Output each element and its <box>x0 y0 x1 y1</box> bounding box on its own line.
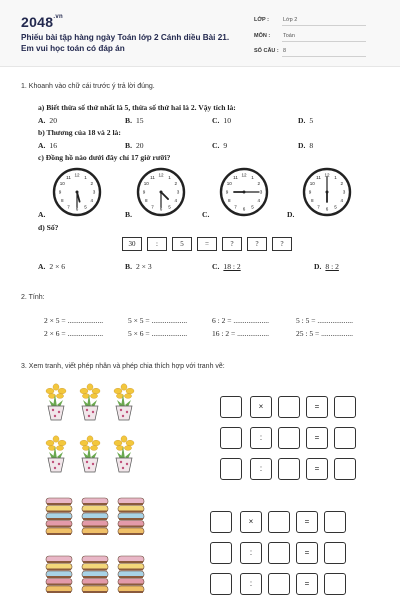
document-title: Phiếu bài tập hàng ngày Toán lớp 2 Cánh diều Bài 21. Em vui học toán có đáp án <box>21 33 230 53</box>
q1b-option-a[interactable]: A. 16 <box>38 141 57 150</box>
flower-pots-image <box>40 382 140 482</box>
operator-box: = <box>306 396 328 418</box>
clock-label-d[interactable]: D. <box>287 210 295 219</box>
calc-item[interactable]: 16 : 2 = ................. <box>212 329 269 338</box>
clock-numeral: 10 <box>143 181 149 187</box>
clock-numeral: 8 <box>310 198 314 204</box>
answer-box[interactable] <box>210 573 232 595</box>
clock-numeral: 11 <box>150 174 155 180</box>
clock-numeral: 8 <box>227 198 231 204</box>
clock-option-d[interactable] <box>299 166 355 218</box>
calc-item[interactable]: 25 : 5 = ................. <box>296 329 353 338</box>
meta-underline <box>282 56 366 57</box>
site-logo[interactable]: $2048^{.vn}$ <box>21 14 63 30</box>
flower-pot <box>114 384 134 420</box>
q1c-text: c) Đồng hồ nào dưới đây chỉ 17 giờ rưỡi? <box>38 153 171 162</box>
q1d-option-b[interactable]: B. 2 × 3 <box>125 262 152 271</box>
clock-numeral: 9 <box>58 189 62 195</box>
clock-center <box>243 191 246 194</box>
clock-numeral: 9 <box>308 189 312 195</box>
q1b-option-d[interactable]: D. 8 <box>298 141 314 150</box>
clock-numeral: 4 <box>174 198 178 204</box>
sequence-box: 30 <box>122 237 142 251</box>
clock-numeral: 6 <box>242 206 246 212</box>
clock-label-a[interactable]: A. <box>38 210 46 219</box>
q1d-option-d[interactable]: D. 8 : 2 <box>314 262 339 271</box>
answer-box[interactable] <box>220 427 242 449</box>
clock-numeral: 4 <box>257 198 261 204</box>
meta-underline <box>282 25 366 26</box>
clock-numeral: 4 <box>340 198 344 204</box>
calc-item[interactable]: 5 × 6 = ................... <box>128 329 188 338</box>
q1d-text: d) Số? <box>38 223 59 232</box>
cake-stack <box>46 498 72 535</box>
clock-numeral: 5 <box>168 204 171 210</box>
clock-numeral: 2 <box>174 181 178 187</box>
calc-item[interactable]: 6 : 2 = ................... <box>212 316 269 325</box>
clock-numeral: 3 <box>92 189 96 195</box>
answer-box[interactable] <box>334 427 356 449</box>
operator-box: : <box>250 458 272 480</box>
clock-numeral: 12 <box>324 172 330 178</box>
flower-pot <box>46 384 66 420</box>
flower-pot <box>80 436 100 472</box>
clock-numeral: 2 <box>340 181 344 187</box>
q2-heading: 2. Tính: <box>21 294 45 301</box>
meta-value-class: Lớp 2 <box>283 17 298 23</box>
answer-box[interactable] <box>268 573 290 595</box>
meta-value-subject: Toán <box>283 33 295 39</box>
clock-numeral: 3 <box>342 189 346 195</box>
clock-numeral: 10 <box>309 181 315 187</box>
answer-box[interactable] <box>210 511 232 533</box>
meta-label-subject: MÔN : <box>254 33 271 39</box>
clock-numeral: 5 <box>251 204 254 210</box>
clock-numeral: 1 <box>84 174 87 180</box>
clock-numeral: 6 <box>325 206 329 212</box>
clock-numeral: 7 <box>67 204 70 210</box>
cake-stack <box>118 498 144 535</box>
operator-box: : <box>250 427 272 449</box>
calc-item[interactable]: 5 × 5 = ................... <box>128 316 188 325</box>
clock-option-b[interactable] <box>133 166 189 218</box>
clock-numeral: 3 <box>176 189 180 195</box>
flower-pot <box>46 436 66 472</box>
clock-numeral: 12 <box>74 172 80 178</box>
sequence-answer-box[interactable]: ? <box>272 237 292 251</box>
operator-box: = <box>296 542 318 564</box>
meta-label-count: SỐ CÂU : <box>254 48 279 54</box>
answer-box[interactable] <box>324 511 346 533</box>
calc-item[interactable]: 2 × 5 = ................... <box>44 316 104 325</box>
q1a-option-b[interactable]: B. 15 <box>125 116 144 125</box>
clock-numeral: 7 <box>234 204 237 210</box>
clock-numeral: 10 <box>59 181 65 187</box>
answer-box[interactable] <box>334 396 356 418</box>
q1a-option-a[interactable]: A. 20 <box>38 116 57 125</box>
clock-numeral: 6 <box>75 206 79 212</box>
sequence-answer-box[interactable]: ? <box>222 237 242 251</box>
clock-numeral: 10 <box>226 181 232 187</box>
operator-box: : <box>240 573 262 595</box>
clock-center <box>76 191 79 194</box>
cake-stacks-image <box>40 494 150 600</box>
answer-box[interactable] <box>334 458 356 480</box>
q1a-text: a) Biết thừa số thứ nhất là 5, thừa số thứ hai là 2. Vậy tích là: <box>38 103 236 112</box>
q1-heading: 1. Khoanh vào chữ cái trước ý trả lời đúng. <box>21 83 155 90</box>
cake-stack <box>46 556 72 593</box>
calc-item[interactable]: 2 × 6 = ................... <box>44 329 104 338</box>
q1b-text: b) Thương của 18 và 2 là: <box>38 128 121 137</box>
clock-numeral: 7 <box>151 204 154 210</box>
clock-numeral: 11 <box>66 174 71 180</box>
clock-label-b[interactable]: B. <box>125 210 132 219</box>
clock-numeral: 9 <box>142 189 146 195</box>
q1a-option-d[interactable]: D. 5 <box>298 116 314 125</box>
calc-item[interactable]: 5 : 5 = ................... <box>296 316 353 325</box>
clock-numeral: 6 <box>159 206 163 212</box>
operator-box: = <box>306 458 328 480</box>
answer-box[interactable] <box>220 458 242 480</box>
sequence-answer-box[interactable]: ? <box>247 237 267 251</box>
answer-box[interactable] <box>324 573 346 595</box>
q3-heading: 3. Xem tranh, viết phép nhân và phép chia thích hợp với tranh vẽ: <box>21 363 225 370</box>
clock-numeral: 4 <box>90 198 94 204</box>
operator-box: = <box>296 511 318 533</box>
clock-option-c[interactable] <box>216 166 272 218</box>
clock-numeral: 9 <box>225 189 229 195</box>
clock-numeral: 8 <box>60 198 64 204</box>
clock-numeral: 3 <box>259 189 263 195</box>
answer-box[interactable] <box>268 542 290 564</box>
clock-label-c[interactable]: C. <box>202 210 210 219</box>
clock-numeral: 2 <box>90 181 94 187</box>
clock-numeral: 8 <box>144 198 148 204</box>
clock-option-a[interactable] <box>49 166 105 218</box>
cake-stack <box>118 556 144 593</box>
clock-numeral: 2 <box>257 181 261 187</box>
clock-numeral: 1 <box>251 174 254 180</box>
operator-box: = <box>306 427 328 449</box>
operator-box: × <box>240 511 262 533</box>
sequence-box: : <box>147 237 167 251</box>
answer-box[interactable] <box>278 427 300 449</box>
answer-box[interactable] <box>278 458 300 480</box>
operator-box: × <box>250 396 272 418</box>
clock-center <box>326 191 329 194</box>
clock-numeral: 1 <box>168 174 171 180</box>
q1b-option-c[interactable]: C. 9 <box>212 141 228 150</box>
operator-box: : <box>240 542 262 564</box>
clock-numeral: 5 <box>84 204 87 210</box>
answer-box[interactable] <box>220 396 242 418</box>
cake-stack <box>82 556 108 593</box>
answer-box[interactable] <box>268 511 290 533</box>
q1d-option-a[interactable]: A. 2 × 6 <box>38 262 66 271</box>
clock-numeral: 12 <box>241 172 247 178</box>
header <box>0 0 400 67</box>
q1a-option-c[interactable]: C. 10 <box>212 116 231 125</box>
cake-stack <box>82 498 108 535</box>
clock-numeral: 11 <box>233 174 238 180</box>
sequence-box: = <box>197 237 217 251</box>
flower-pot <box>80 384 100 420</box>
q1d-option-c[interactable]: C. 18 : 2 <box>212 262 241 271</box>
meta-value-count: 8 <box>283 48 287 54</box>
clock-numeral: 11 <box>316 174 321 180</box>
clock-center <box>160 191 163 194</box>
answer-box[interactable] <box>324 542 346 564</box>
sequence-box: 5 <box>172 237 192 251</box>
meta-underline <box>282 41 366 42</box>
answer-box[interactable] <box>278 396 300 418</box>
meta-label-class: LỚP : <box>254 17 269 23</box>
clock-numeral: 12 <box>158 172 164 178</box>
clock-numeral: 1 <box>334 174 337 180</box>
clock-numeral: 7 <box>317 204 320 210</box>
clock-numeral: 5 <box>334 204 337 210</box>
q1b-option-b[interactable]: B. 20 <box>125 141 144 150</box>
operator-box: = <box>296 573 318 595</box>
answer-box[interactable] <box>210 542 232 564</box>
flower-pot <box>114 436 134 472</box>
